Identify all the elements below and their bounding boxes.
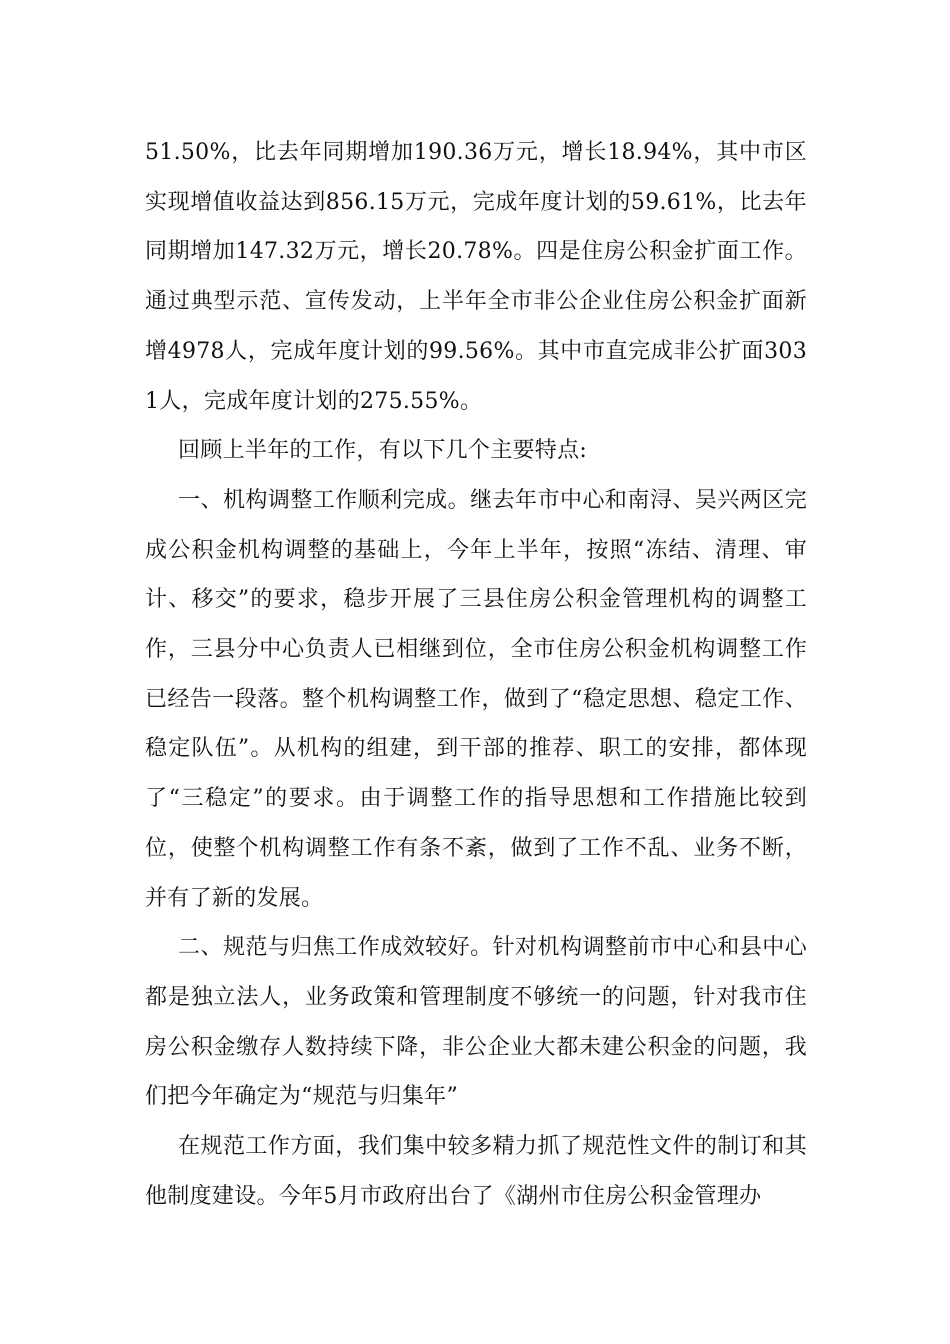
paragraph-1: 51.50%，比去年同期增加190.36万元，增长18.94%，其中市区实现增值收益达到856.15万元，完成年度计划的59.61%，比去年同期增加147.32万元，增长20.78%。四是住房公积金扩面工作。通过典型示范、宣传发动，上半年全市非公企业住房公积金扩面新增4978人，完成年度计划的99.56%。其中市直完成非公扩面3031人，完成年度计划的275.55%。 [145, 140, 807, 414]
paragraph-3: 一、机构调整工作顺利完成。继去年市中心和南浔、吴兴两区完成公积金机构调整的基础上，今年上半年，按照“冻结、清理、审计、移交”的要求，稳步开展了三县住房公积金管理机构的调整工作，三县分中心负责人已相继到位，全市住房公积金机构调整工作已经告一段落。整个机构调整工作，做到了“稳定思想、稳定工作、稳定队伍”。从机构的组建，到干部的推荐、职工的安排，都体现了“三稳定”的要求。由于调整工作的指导思想和工作措施比较到位，使整个机构调整工作有条不紊，做到了工作不乱、业务不断，并有了新的发展。 [145, 487, 807, 911]
paragraph-5: 在规范工作方面，我们集中较多精力抓了规范性文件的制订和其他制度建设。今年5月市政府出台了《湖州市住房公积金管理办 [145, 1134, 807, 1209]
paragraph-4: 二、规范与归焦工作成效较好。针对机构调整前市中心和县中心都是独立法人，业务政策和管理制度不够统一的问题，针对我市住房公积金缴存人数持续下降，非公企业大都未建公积金的问题，我们把今年确定为“规范与归集年” [145, 935, 807, 1110]
paragraph-2: 回顾上半年的工作，有以下几个主要特点: [178, 438, 588, 464]
document-body [145, 128, 807, 1221]
